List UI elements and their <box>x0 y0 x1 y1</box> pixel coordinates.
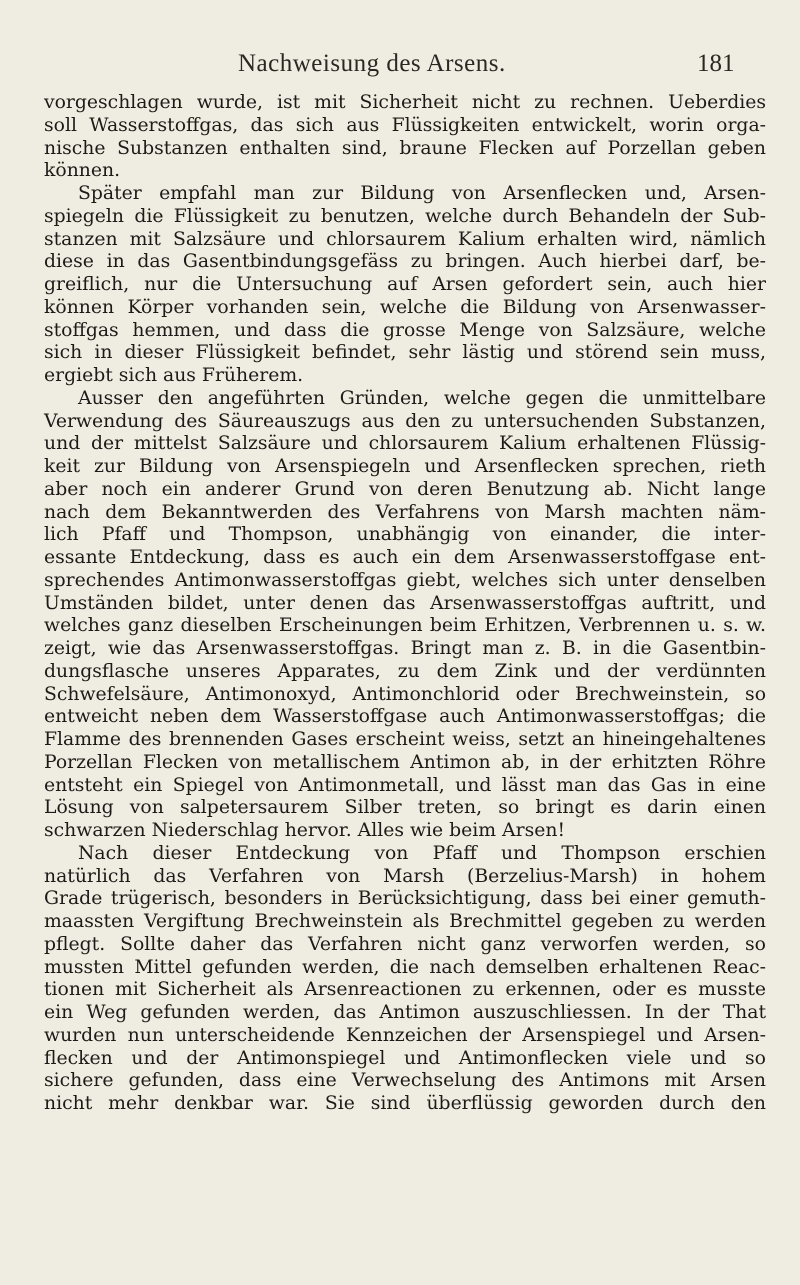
page-number: 181 <box>697 50 735 77</box>
text-line: dungsflasche unseres Apparates, zu dem Zink und der verdünnten <box>44 660 766 682</box>
text-line: pflegt. Sollte daher das Verfahren nicht ganz verworfen werden, so <box>44 933 766 955</box>
text-line: stoffgas hemmen, und dass die grosse Menge von Salzsäure, welche <box>44 319 766 341</box>
paragraph <box>44 183 766 388</box>
text-line: Porzellan Flecken von metallischem Antimon ab, in der erhitzten Röhre <box>44 751 766 773</box>
text-line: stanzen mit Salzsäure und chlorsaurem Kalium erhalten wird, nämlich <box>44 228 766 250</box>
text-line: diese in das Gasentbindungsgefäss zu bringen. Auch hierbei darf, be- <box>44 251 766 273</box>
text-line: greiflich, nur die Untersuchung auf Arsen gefordert sein, auch hier <box>44 274 766 295</box>
text-line: Flamme des brennenden Gases erscheint weiss, setzt an hineingehaltenes <box>44 729 766 750</box>
text-line: natürlich das Verfahren von Marsh (Berzelius-Marsh) in hohem <box>44 865 766 887</box>
text-line: sich in dieser Flüssigkeit befindet, sehr lästig und störend sein muss, <box>44 342 766 364</box>
text-line: ein Weg gefunden werden, das Antimon auszuschliessen. In der That <box>44 1002 766 1023</box>
text-line: können. <box>44 160 121 182</box>
text-line: Später empfahl man zur Bildung von Arsenflecken und, Arsen- <box>78 183 766 204</box>
text-line: Grade trügerisch, besonders in Berücksichtigung, dass bei einer gemuth- <box>44 888 766 910</box>
text-line: sichere gefunden, dass eine Verwechselung des Antimons mit Arsen <box>44 1070 766 1092</box>
text-line: nach dem Bekanntwerden des Verfahrens von Marsh machten näm- <box>44 501 766 523</box>
text-line: welches ganz dieselben Erscheinungen beim Erhitzen, Verbrennen u. s. w. <box>44 615 766 637</box>
text-line: Nach dieser Entdeckung von Pfaff und Thompson erschien <box>78 842 766 864</box>
text-line: ergiebt sich aus Früherem. <box>44 365 304 386</box>
paragraph <box>44 388 766 843</box>
text-line: soll Wasserstoffgas, das sich aus Flüssigkeiten entwickelt, worin orga- <box>44 114 766 136</box>
text-line: vorgeschlagen wurde, ist mit Sicherheit nicht zu rechnen. Ueberdies <box>44 92 766 113</box>
text-line: Schwefelsäure, Antimonoxyd, Antimonchlorid oder Brechweinstein, so <box>44 683 766 705</box>
text-line: entsteht ein Spiegel von Antimonmetall, und lässt man das Gas in eine <box>44 774 766 796</box>
text-line: und der mittelst Salzsäure und chlorsaurem Kalium erhaltenen Flüssig- <box>44 433 766 455</box>
paragraph <box>44 92 766 183</box>
text-line: wurden nun unterscheidende Kennzeichen der Arsenspiegel und Arsen- <box>44 1024 766 1046</box>
text-line: Lösung von salpetersaurem Silber treten, so bringt es darin einen <box>44 797 766 819</box>
text-line: lich Pfaff und Thompson, unabhängig von einander, die inter- <box>44 524 766 546</box>
body-text <box>44 92 766 1116</box>
text-line: essante Entdeckung, dass es auch ein dem Arsenwasserstoffgase ent- <box>44 547 766 568</box>
running-head <box>0 46 800 86</box>
text-line: sprechendes Antimonwasserstoffgas giebt, welches sich unter denselben <box>44 569 766 591</box>
text-line: können Körper vorhanden sein, welche die Bildung von Arsenwasser- <box>44 296 766 318</box>
text-line: flecken und der Antimonspiegel und Antimonflecken viele und so <box>44 1047 766 1069</box>
text-line: aber noch ein anderer Grund von deren Benutzung ab. Nicht lange <box>44 478 766 500</box>
text-line: schwarzen Niederschlag hervor. Alles wie beim Arsen! <box>44 820 565 841</box>
text-line: zeigt, wie das Arsenwasserstoffgas. Bringt man z. B. in die Gasentbin- <box>44 638 766 659</box>
text-line: mussten Mittel gefunden werden, die nach demselben erhaltenen Reac- <box>44 956 766 978</box>
text-line: nische Substanzen enthalten sind, braune Flecken auf Porzellan geben <box>44 137 766 159</box>
text-line: Verwendung des Säureauszugs aus den zu untersuchenden Substanzen, <box>44 410 766 432</box>
text-line: Ausser den angeführten Gründen, welche gegen die unmittelbare <box>78 387 766 409</box>
text-line: spiegeln die Flüssigkeit zu benutzen, welche durch Behandeln der Sub- <box>44 205 766 227</box>
text-line: maassten Vergiftung Brechweinstein als Brechmittel gegeben zu werden <box>44 911 766 932</box>
text-line: Umständen bildet, unter denen das Arsenwasserstoffgas auftritt, und <box>44 592 766 614</box>
text-line: tionen mit Sicherheit als Arsenreactionen zu erkennen, oder es musste <box>44 979 766 1001</box>
text-line: entweicht neben dem Wasserstoffgase auch Antimonwasserstoffgas; die <box>44 706 766 728</box>
running-title: Nachweisung des Arsens. <box>238 50 506 77</box>
text-line: nicht mehr denkbar war. Sie sind überflüssig geworden durch den <box>44 1093 766 1114</box>
text-line: keit zur Bildung von Arsenspiegeln und Arsenflecken sprechen, rieth <box>44 456 766 477</box>
paragraph <box>44 843 766 1116</box>
